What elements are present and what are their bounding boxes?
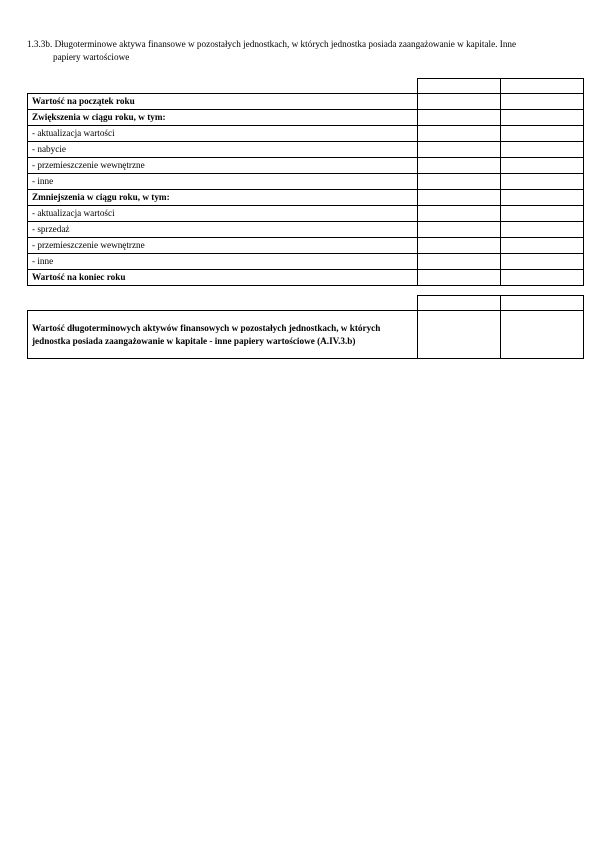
table-row (28, 110, 584, 126)
row-label: - sprzedaż (28, 222, 418, 238)
table-header-row (28, 79, 584, 94)
table-row (28, 222, 584, 238)
summary-header-col-b (501, 296, 584, 311)
header-cell-col-a (418, 79, 501, 94)
table-row (28, 254, 584, 270)
row-value-a[interactable] (418, 270, 501, 286)
row-label: - przemieszczenie wewnętrzne (28, 238, 418, 254)
table-row (28, 158, 584, 174)
header-cell-label (28, 79, 418, 94)
financial-assets-table (27, 78, 584, 286)
row-value-b[interactable] (501, 110, 584, 126)
row-value-b[interactable] (501, 222, 584, 238)
row-value-b[interactable] (501, 126, 584, 142)
row-value-b[interactable] (501, 254, 584, 270)
table-row (28, 270, 584, 286)
summary-value-a[interactable] (418, 311, 501, 359)
section-heading (22, 38, 578, 64)
row-label: Wartość na koniec roku (28, 270, 418, 286)
row-value-a[interactable] (418, 126, 501, 142)
table-row (28, 126, 584, 142)
row-label: - inne (28, 254, 418, 270)
summary-table (27, 295, 584, 359)
summary-row (28, 311, 584, 359)
row-value-a[interactable] (418, 238, 501, 254)
summary-value-b[interactable] (501, 311, 584, 359)
row-label: - aktualizacja wartości (28, 206, 418, 222)
row-value-b[interactable] (501, 94, 584, 110)
row-value-a[interactable] (418, 190, 501, 206)
row-label: - inne (28, 174, 418, 190)
row-value-b[interactable] (501, 238, 584, 254)
row-value-a[interactable] (418, 142, 501, 158)
row-value-b[interactable] (501, 174, 584, 190)
table-gap (22, 286, 578, 295)
table-row (28, 174, 584, 190)
row-value-b[interactable] (501, 190, 584, 206)
row-label: - nabycie (28, 142, 418, 158)
header-cell-col-b (501, 79, 584, 94)
row-value-a[interactable] (418, 158, 501, 174)
row-label: Zmniejszenia w ciągu roku, w tym: (28, 190, 418, 206)
heading-text-line1: Długoterminowe aktywa finansowe w pozostałych jednostkach, w których jednostka posiada zaangażowanie w kapitale. Inne (54, 39, 517, 49)
summary-header-row (28, 296, 584, 311)
row-value-a[interactable] (418, 222, 501, 238)
row-label: Wartość na początek roku (28, 94, 418, 110)
table-row (28, 142, 584, 158)
row-value-a[interactable] (418, 174, 501, 190)
row-value-b[interactable] (501, 206, 584, 222)
heading-number: 1.3.3b. (27, 39, 53, 49)
table-row (28, 94, 584, 110)
summary-header-label (28, 296, 418, 311)
row-value-a[interactable] (418, 254, 501, 270)
summary-label: Wartość długoterminowych aktywów finansowych w pozostałych jednostkach, w których jednostka posiada zaangażowanie w kapitale - inne papiery wartościowe (A.IV.3.b) (28, 311, 418, 359)
summary-header-col-a (418, 296, 501, 311)
row-value-b[interactable] (501, 270, 584, 286)
row-label: - przemieszczenie wewnętrzne (28, 158, 418, 174)
row-value-b[interactable] (501, 158, 584, 174)
heading-text-line2: papiery wartościowe (53, 52, 130, 62)
row-label: Zwiększenia w ciągu roku, w tym: (28, 110, 418, 126)
row-value-a[interactable] (418, 110, 501, 126)
table-row (28, 238, 584, 254)
row-label: - aktualizacja wartości (28, 126, 418, 142)
row-value-a[interactable] (418, 94, 501, 110)
table-row (28, 190, 584, 206)
table-row (28, 206, 584, 222)
row-value-b[interactable] (501, 142, 584, 158)
row-value-a[interactable] (418, 206, 501, 222)
